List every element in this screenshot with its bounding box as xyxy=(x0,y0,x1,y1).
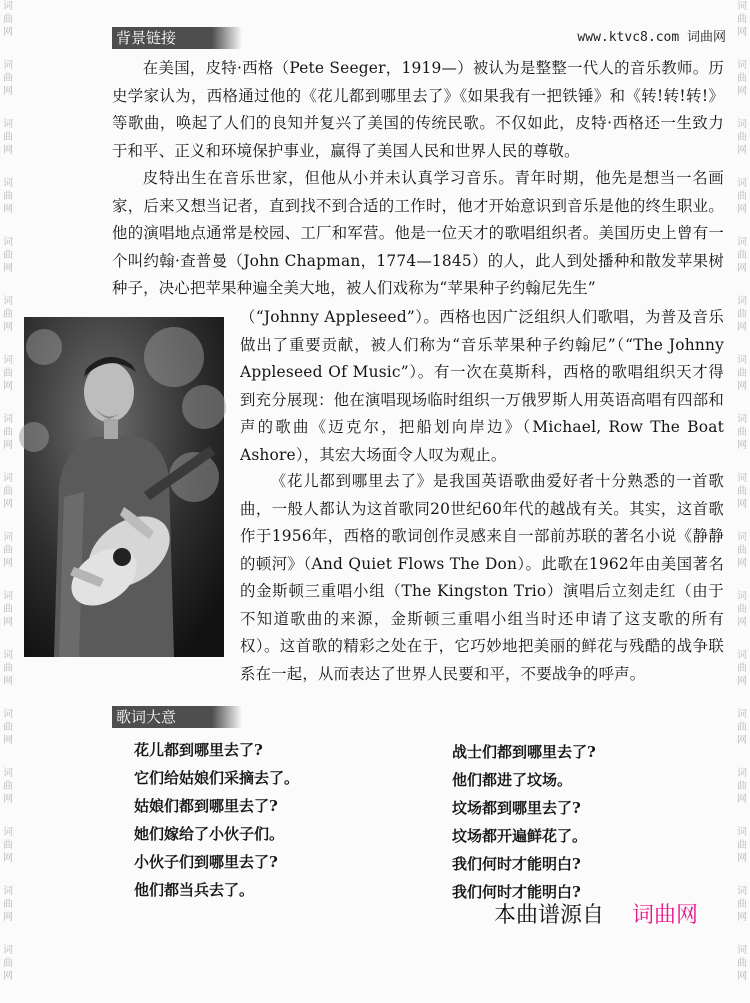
watermark-char: 网 xyxy=(3,86,13,97)
watermark-gap xyxy=(734,570,750,590)
watermark-char: 网 xyxy=(737,440,747,451)
watermark-char: 网 xyxy=(737,853,747,864)
watermark-char: 曲 xyxy=(737,368,747,379)
watermark-char: 网 xyxy=(737,381,747,392)
watermark-char: 网 xyxy=(3,853,13,864)
watermark-gap xyxy=(734,157,750,177)
watermark-char: 词 xyxy=(737,355,747,366)
watermark-gap xyxy=(734,511,750,531)
watermark-char: 词 xyxy=(737,827,747,838)
watermark-char: 曲 xyxy=(3,427,13,438)
watermark-char: 网 xyxy=(737,204,747,215)
watermark-right xyxy=(734,0,750,982)
watermark-char: 词 xyxy=(3,886,13,897)
section-title-text: 歌词大意 xyxy=(116,708,177,726)
watermark-char: 曲 xyxy=(3,781,13,792)
watermark-gap xyxy=(0,570,16,590)
watermark-char: 词 xyxy=(737,709,747,720)
watermark-char: 曲 xyxy=(3,309,13,320)
photo-pete-seeger xyxy=(24,317,224,657)
watermark-char: 网 xyxy=(737,263,747,274)
watermark-char: 网 xyxy=(737,735,747,746)
watermark-char: 词 xyxy=(3,827,13,838)
watermark-gap xyxy=(734,688,750,708)
watermark-char: 词 xyxy=(3,591,13,602)
watermark-char: 词 xyxy=(3,473,13,484)
lyric-line: 小伙子们到哪里去了? xyxy=(134,853,278,871)
watermark-gap xyxy=(734,334,750,354)
lyric-line: 坟场都到哪里去了? xyxy=(452,799,581,817)
watermark-char: 词 xyxy=(737,886,747,897)
watermark-char: 曲 xyxy=(3,368,13,379)
paragraph-song-history: 《花儿都到哪里去了》是我国英语歌曲爱好者十分熟悉的一首歌曲，一般人都认为这首歌同20世纪60年代的越战有关。其实，这首歌作于1956年，西格的歌词创作灵感来自一部前苏联的著名小说《静静的顿河》（And Quiet Flows The Don）。此歌在1962年由美国著名的金斯顿三重唱小组（The Kingston Trio）演唱后立刻走红（由于不知道歌曲的来源，金斯顿三重唱小组当时还申请了这支歌的所有权）。这首歌的精彩之处在于，它巧妙地把美丽的鲜花与残酷的战争联系在一起，从而表达了世界人民要和平，不要战争的呼声。 xyxy=(240,472,724,683)
section-title-text: 背景链接 xyxy=(116,29,177,47)
watermark-char: 曲 xyxy=(737,604,747,615)
watermark-gap xyxy=(0,334,16,354)
watermark-char: 曲 xyxy=(737,191,747,202)
watermark-char: 网 xyxy=(3,145,13,156)
watermark-char: 词 xyxy=(737,532,747,543)
watermark-char: 词 xyxy=(737,945,747,956)
lyric-line: 姑娘们都到哪里去了? xyxy=(134,797,278,815)
watermark-gap xyxy=(734,393,750,413)
watermark-char: 网 xyxy=(3,499,13,510)
watermark-gap xyxy=(0,924,16,944)
watermark-gap xyxy=(0,216,16,236)
watermark-char: 网 xyxy=(3,322,13,333)
watermark-char: 词 xyxy=(3,119,13,130)
watermark-char: 词 xyxy=(3,945,13,956)
watermark-char: 词 xyxy=(737,768,747,779)
watermark-gap xyxy=(734,806,750,826)
watermark-gap xyxy=(0,688,16,708)
lyric-line: 它们给姑娘们采摘去了。 xyxy=(134,769,300,787)
watermark-char: 词 xyxy=(3,60,13,71)
lyric-line: 她们嫁给了小伙子们。 xyxy=(134,825,285,843)
watermark-gap xyxy=(0,747,16,767)
paragraph-appleseed: （“Johnny Appleseed”）。西格也因广泛组织人们歌唱，为普及音乐做出了重要贡献，被人们称为“音乐苹果种子约翰尼”（“The Johnny Appleseed Of Music”）。有一次在莫斯科，西格的歌唱组织天才得到充分展现：他在演唱现场临时组织一万俄罗斯人用英语高唱有四部和声的歌曲《迈克尔，把船划向岸边》（Michael, Row The Boat Ashore），其宏大场面令人叹为观止。 xyxy=(240,308,724,464)
watermark-char: 词 xyxy=(3,532,13,543)
watermark-char: 网 xyxy=(737,676,747,687)
section-title-background xyxy=(112,27,212,49)
watermark-gap xyxy=(0,452,16,472)
watermark-char: 曲 xyxy=(3,840,13,851)
lyric-line: 他们都进了坟场。 xyxy=(452,771,573,789)
watermark-char: 网 xyxy=(3,558,13,569)
footer-brand-link[interactable]: 词曲网 xyxy=(632,903,699,928)
watermark-gap xyxy=(734,39,750,59)
watermark-char: 网 xyxy=(3,971,13,982)
watermark-gap xyxy=(0,98,16,118)
watermark-gap xyxy=(0,511,16,531)
watermark-char: 曲 xyxy=(3,663,13,674)
watermark-gap xyxy=(0,393,16,413)
watermark-char: 网 xyxy=(737,499,747,510)
watermark-char: 网 xyxy=(737,912,747,923)
watermark-char: 曲 xyxy=(3,191,13,202)
site-url[interactable]: www.ktvc8.com 词曲网 xyxy=(577,30,726,45)
watermark-char: 网 xyxy=(3,912,13,923)
watermark-char: 词 xyxy=(3,178,13,189)
watermark-gap xyxy=(0,157,16,177)
watermark-char: 网 xyxy=(3,381,13,392)
watermark-char: 词 xyxy=(3,709,13,720)
watermark-gap xyxy=(734,747,750,767)
watermark-char: 词 xyxy=(3,414,13,425)
watermark-char: 词 xyxy=(737,119,747,130)
watermark-char: 网 xyxy=(3,617,13,628)
lyric-line: 花儿都到哪里去了? xyxy=(134,741,263,759)
watermark-char: 曲 xyxy=(737,781,747,792)
watermark-char: 曲 xyxy=(3,899,13,910)
watermark-char: 词 xyxy=(3,768,13,779)
watermark-gap xyxy=(0,865,16,885)
watermark-char: 曲 xyxy=(737,899,747,910)
lyrics-column-left xyxy=(134,736,299,904)
watermark-char: 网 xyxy=(737,617,747,628)
watermark-char: 曲 xyxy=(737,73,747,84)
footer-source-label: 本曲谱源自 xyxy=(494,903,605,928)
paragraph-biography: 皮特出生在音乐世家，但他从小并未认真学习音乐。青年时期，他先是想当一名画家，后来又想当记者，直到找不到合适的工作时，他才开始意识到音乐是他的终生职业。他的演唱地点通常是校园、工厂和军营。他是一位天才的歌唱组织者。美国历史上曾有一个叫约翰·查普曼（John Chapman，1774—1845）的人，此人到处播种和散发苹果树种子，决心把苹果种遍全美大地，被人们戏称为“苹果种子约翰尼先生” xyxy=(112,169,724,297)
watermark-char: 曲 xyxy=(3,545,13,556)
guitar-player-illustration xyxy=(24,317,224,657)
watermark-char: 网 xyxy=(737,558,747,569)
watermark-gap xyxy=(0,983,16,1003)
watermark-gap xyxy=(734,924,750,944)
watermark-char: 网 xyxy=(737,971,747,982)
watermark-char: 曲 xyxy=(737,840,747,851)
watermark-char: 曲 xyxy=(737,132,747,143)
watermark-char: 网 xyxy=(737,322,747,333)
watermark-char: 曲 xyxy=(3,604,13,615)
lyric-line: 坟场都开遍鲜花了。 xyxy=(452,827,588,845)
watermark-char: 词 xyxy=(737,296,747,307)
watermark-char: 词 xyxy=(3,237,13,248)
lyric-line: 他们都当兵去了。 xyxy=(134,881,255,899)
lyric-line: 战士们都到哪里去了? xyxy=(452,743,596,761)
watermark-char: 词 xyxy=(737,237,747,248)
watermark-char: 曲 xyxy=(737,663,747,674)
watermark-gap xyxy=(734,629,750,649)
watermark-char: 网 xyxy=(3,27,13,38)
watermark-char: 网 xyxy=(3,676,13,687)
lyric-line: 我们何时才能明白? xyxy=(452,855,581,873)
watermark-gap xyxy=(734,275,750,295)
watermark-char: 曲 xyxy=(737,486,747,497)
watermark-char: 曲 xyxy=(737,427,747,438)
watermark-char: 词 xyxy=(737,178,747,189)
watermark-char: 词 xyxy=(3,296,13,307)
watermark-char: 网 xyxy=(3,440,13,451)
watermark-char: 网 xyxy=(737,794,747,805)
watermark-char: 网 xyxy=(3,204,13,215)
watermark-char: 曲 xyxy=(737,250,747,261)
watermark-char: 网 xyxy=(3,263,13,274)
watermark-char: 网 xyxy=(3,794,13,805)
watermark-gap xyxy=(734,865,750,885)
section-title-background xyxy=(112,706,212,728)
watermark-char: 词 xyxy=(737,60,747,71)
watermark-char: 词 xyxy=(737,650,747,661)
watermark-char: 曲 xyxy=(3,14,13,25)
watermark-gap xyxy=(734,452,750,472)
watermark-char: 网 xyxy=(3,735,13,746)
watermark-char: 曲 xyxy=(737,722,747,733)
lyrics-column-right xyxy=(452,738,596,906)
watermark-char: 曲 xyxy=(3,73,13,84)
watermark-gap xyxy=(734,98,750,118)
watermark-char: 网 xyxy=(737,145,747,156)
watermark-char: 曲 xyxy=(737,958,747,969)
watermark-char: 网 xyxy=(737,27,747,38)
watermark-char: 词 xyxy=(737,414,747,425)
watermark-char: 曲 xyxy=(3,250,13,261)
watermark-char: 词 xyxy=(3,650,13,661)
watermark-char: 曲 xyxy=(3,958,13,969)
watermark-gap xyxy=(734,216,750,236)
watermark-gap xyxy=(0,806,16,826)
watermark-char: 词 xyxy=(3,355,13,366)
watermark-char: 网 xyxy=(737,86,747,97)
watermark-char: 词 xyxy=(737,473,747,484)
watermark-gap xyxy=(0,629,16,649)
watermark-char: 曲 xyxy=(3,132,13,143)
watermark-char: 词 xyxy=(3,1,13,12)
paragraph-intro: 在美国，皮特·西格（Pete Seeger，1919—）被认为是整整一代人的音乐教师。历史学家认为，西格通过他的《花儿都到哪里去了》《如果我有一把铁锤》和《转!转!转!》等歌曲，唤起了人们的良知并复兴了美国的传统民歌。不仅如此，皮特·西格还一生致力于和平、正义和环境保护事业，赢得了美国人民和世界人民的尊敬。 xyxy=(112,59,724,160)
watermark-char: 曲 xyxy=(3,486,13,497)
watermark-char: 词 xyxy=(737,591,747,602)
watermark-gap xyxy=(734,983,750,1003)
watermark-char: 词 xyxy=(737,1,747,12)
watermark-char: 曲 xyxy=(3,722,13,733)
watermark-gap xyxy=(0,39,16,59)
watermark-char: 曲 xyxy=(737,545,747,556)
lyric-line: 我们何时才能明白? xyxy=(452,883,581,901)
watermark-left xyxy=(0,0,16,982)
watermark-char: 曲 xyxy=(737,309,747,320)
watermark-char: 曲 xyxy=(737,14,747,25)
watermark-gap xyxy=(0,275,16,295)
